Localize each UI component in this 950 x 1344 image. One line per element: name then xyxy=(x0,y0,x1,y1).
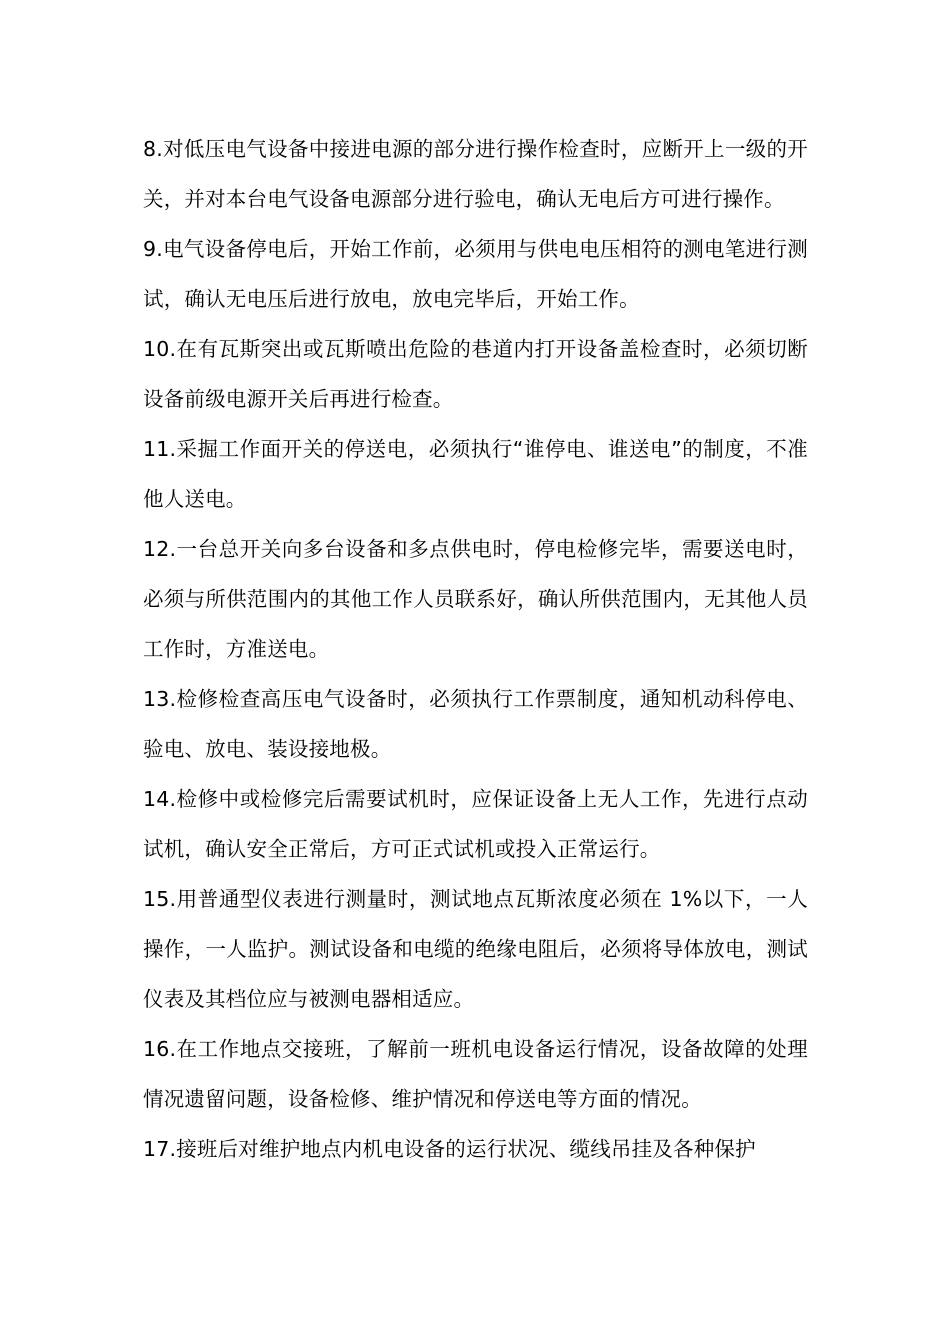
paragraph-item-8: 8.对低压电气设备中接进电源的部分进行操作检查时，应断开上一级的开关，并对本台电气设备电源部分进行验电，确认无电后方可进行操作。 xyxy=(143,137,808,211)
paragraph-item-14: 14.检修中或检修完后需要试机时，应保证设备上无人工作，先进行点动试机，确认安全正常后，方可正式试机或投入正常运行。 xyxy=(143,787,808,861)
paragraph-item-12: 12.一台总开关向多台设备和多点供电时，停电检修完毕，需要送电时，必须与所供范围内的其他工作人员联系好，确认所供范围内，无其他人员工作时，方准送电。 xyxy=(143,537,808,661)
paragraph-item-16: 16.在工作地点交接班，了解前一班机电设备运行情况，设备故障的处理情况遗留问题，设备检修、维护情况和停送电等方面的情况。 xyxy=(143,1037,808,1111)
document-body xyxy=(143,124,808,1174)
paragraph-item-9: 9.电气设备停电后，开始工作前，必须用与供电电压相符的测电笔进行测试，确认无电压后进行放电，放电完毕后，开始工作。 xyxy=(143,237,808,311)
paragraph-item-13: 13.检修检查高压电气设备时，必须执行工作票制度，通知机动科停电、验电、放电、装设接地极。 xyxy=(143,687,808,761)
paragraph-item-10: 10.在有瓦斯突出或瓦斯喷出危险的巷道内打开设备盖检查时，必须切断设备前级电源开关后再进行检查。 xyxy=(143,337,808,411)
paragraph-item-11: 11.采掘工作面开关的停送电，必须执行“谁停电、谁送电”的制度，不准他人送电。 xyxy=(143,437,809,511)
paragraph-item-17: 17.接班后对维护地点内机电设备的运行状况、缆线吊挂及各种保护 xyxy=(143,1137,756,1161)
paragraph-item-15: 15.用普通型仪表进行测量时，测试地点瓦斯浓度必须在 1%以下，一人操作，一人监护。测试设备和电缆的绝缘电阻后，必须将导体放电，测试仪表及其档位应与被测电器相适应。 xyxy=(143,887,808,1011)
